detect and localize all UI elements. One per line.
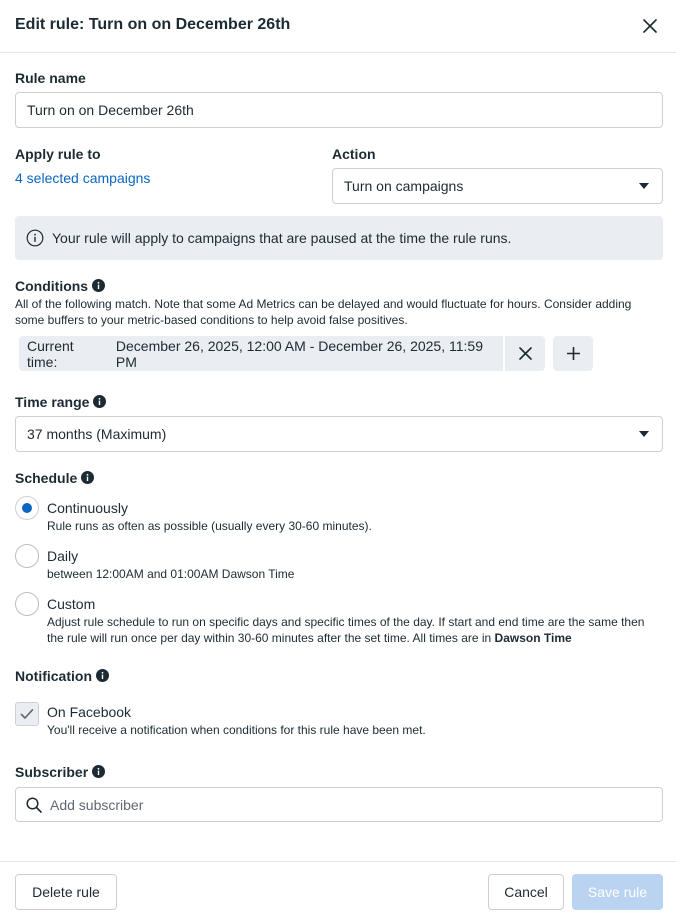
caret-down-icon — [639, 183, 649, 189]
info-banner — [15, 216, 663, 260]
close-button[interactable] — [638, 14, 662, 38]
time-range-selected-value: 37 months (Maximum) — [27, 426, 167, 442]
schedule-label — [15, 470, 94, 486]
dialog-header — [0, 0, 676, 53]
subscriber-label-text: Subscriber — [15, 764, 89, 780]
schedule-option-desc: Rule runs as often as possible (usually every 30-60 minutes). — [47, 519, 372, 533]
plus-icon — [567, 347, 580, 360]
notification-option-title: On Facebook — [47, 704, 132, 720]
action-label: Action — [332, 146, 376, 162]
rule-name-input[interactable] — [15, 92, 663, 128]
search-icon — [26, 797, 42, 813]
cancel-button[interactable]: Cancel — [488, 874, 564, 910]
custom-desc-text: the rule will run once per day within 30-60 minutes after the set time. All times are in — [47, 631, 495, 645]
dialog-title: Edit rule: Turn on on December 26th — [15, 16, 291, 33]
caret-down-icon — [639, 431, 649, 437]
schedule-radio-custom[interactable] — [15, 592, 39, 616]
schedule-option-title: Continuously — [47, 500, 128, 516]
rule-name-label: Rule name — [15, 70, 86, 86]
info-icon — [92, 765, 105, 778]
subscriber-label — [15, 764, 105, 780]
condition-chip[interactable] — [19, 336, 503, 371]
schedule-option-title: Daily — [47, 548, 79, 564]
info-outline-icon — [26, 229, 44, 247]
schedule-radio-daily[interactable] — [15, 544, 39, 568]
condition-chip-value: December 26, 2025, 12:00 AM - December 26, 2025, 11:59 PM — [115, 337, 483, 370]
schedule-label-text: Schedule — [15, 470, 78, 486]
notification-option-desc: You'll receive a notification when conditions for this rule have been met. — [47, 723, 426, 737]
delete-rule-button[interactable]: Delete rule — [15, 874, 117, 910]
schedule-radio-continuously[interactable] — [15, 496, 39, 520]
action-selected-value: Turn on campaigns — [344, 178, 464, 194]
info-icon — [93, 395, 106, 408]
custom-desc-timezone: Dawson Time — [494, 631, 572, 645]
schedule-option-title: Custom — [47, 596, 96, 612]
time-range-select[interactable] — [15, 416, 663, 452]
notification-label — [15, 668, 109, 684]
info-icon — [92, 279, 105, 292]
apply-rule-label: Apply rule to — [15, 146, 101, 162]
conditions-label-text: Conditions — [15, 278, 89, 294]
schedule-option-desc-line1: Adjust rule schedule to run on specific days and specific times of the day. If start and end time are the same then — [47, 615, 645, 629]
subscriber-search[interactable] — [15, 787, 663, 822]
conditions-description-line2: some buffers to your metric-based conditions to help avoid false positives. — [15, 313, 408, 327]
selected-campaigns-link[interactable]: 4 selected campaigns — [15, 170, 151, 186]
schedule-option-desc-line2 — [47, 630, 572, 646]
banner-text: Your rule will apply to campaigns that are paused at the time the rule runs. — [52, 230, 512, 246]
remove-condition-button[interactable] — [505, 336, 545, 371]
close-icon — [519, 347, 532, 360]
conditions-label — [15, 278, 105, 294]
notification-checkbox[interactable] — [15, 702, 39, 726]
checkmark-icon — [20, 708, 34, 720]
notification-label-text: Notification — [15, 668, 92, 684]
time-range-label-text: Time range — [15, 394, 90, 410]
subscriber-input[interactable] — [50, 797, 630, 813]
info-icon — [96, 669, 109, 682]
time-range-label — [15, 394, 106, 410]
info-icon — [81, 471, 94, 484]
rule-name-value: Turn on on December 26th — [27, 102, 194, 118]
add-condition-button[interactable] — [553, 336, 593, 371]
save-rule-button[interactable]: Save rule — [572, 874, 663, 910]
schedule-option-desc: between 12:00AM and 01:00AM Dawson Time — [47, 567, 295, 581]
condition-chip-label: Current time: — [27, 337, 74, 370]
action-select[interactable] — [332, 168, 663, 204]
conditions-description-line1: All of the following match. Note that some Ad Metrics can be delayed and would fluctuate for hours. Consider adding — [15, 297, 632, 311]
close-icon — [643, 19, 657, 33]
